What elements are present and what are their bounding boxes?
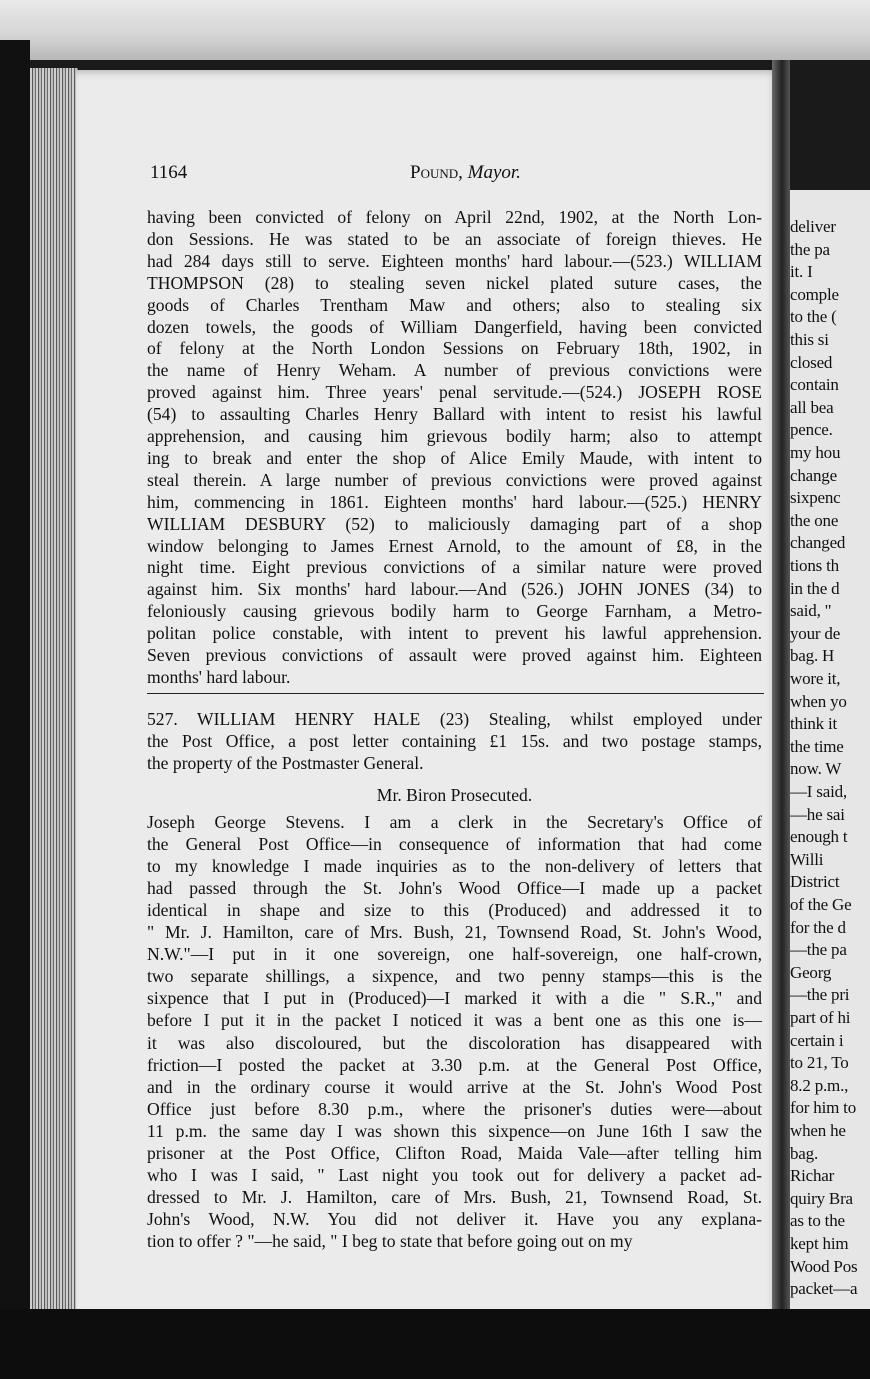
text-line: (54) to assaulting Charles Henry Ballard with intent to resist his lawful <box>147 404 762 425</box>
facing-page-line: quiry Bra <box>790 1188 853 1208</box>
facing-page-line: when he <box>790 1121 846 1140</box>
text-line: having been convicted of felony on April 22nd, 1902, at the North Lon- <box>147 207 762 227</box>
text-line: WILLIAM DESBURY (52) to maliciously damaging part of a shop <box>147 513 762 534</box>
facing-page-line: the time <box>790 736 844 756</box>
text-line: it was also discoloured, but the discoloration has disappeared with <box>147 1032 762 1053</box>
text-line: 11 p.m. the same day I was shown this sixpence—on June 16th I saw the <box>147 1120 762 1141</box>
facing-page-line: pence. <box>790 420 833 440</box>
text-line: Office just before 8.30 p.m., where the prisoner's duties were—about <box>147 1098 762 1119</box>
text-line: the General Post Office—in consequence of information that had come <box>147 834 762 855</box>
text-line: Seven previous convictions of assault were proved against him. Eighteen <box>147 645 762 665</box>
running-head <box>410 162 521 184</box>
text-line: against him. Six months' hard labour.—And (526.) JOHN JONES (34) to <box>147 579 762 600</box>
facing-page-line: Georg <box>790 962 832 982</box>
text-line: had 284 days still to serve. Eighteen months' hard labour.—(523.) WILLIAM <box>147 250 762 271</box>
facing-page-line: Wood Pos <box>790 1256 858 1276</box>
text-line: identical in shape and size to this (Produced) and addressed it to <box>147 900 762 921</box>
text-line: the property of the Postmaster General. <box>147 753 424 773</box>
facing-page-line: bag. H <box>790 646 835 666</box>
facing-page-line: wore it, <box>790 669 841 688</box>
facing-page-line: as to the <box>790 1211 845 1231</box>
facing-page-line: for the d <box>790 917 846 937</box>
text-line: don Sessions. He was stated to be an associate of foreign thieves. He <box>147 228 762 249</box>
facing-page-line: your de <box>790 623 841 643</box>
running-head-name: Pound, <box>410 162 463 183</box>
scan-left-border <box>0 40 30 1330</box>
facing-page-line: part of hi <box>790 1008 851 1027</box>
text-line: N.W."—I put in it one sovereign, one half-sovereign, one half-crown, <box>147 944 762 965</box>
facing-page-line: in the d <box>790 578 840 598</box>
text-line: " Mr. J. Hamilton, care of Mrs. Bush, 21, Townsend Road, St. John's Wood, <box>147 922 762 943</box>
facing-page-line: for him to <box>790 1098 856 1118</box>
facing-page-line: the pa <box>790 239 830 259</box>
running-head-title: Mayor. <box>467 162 521 183</box>
facing-page-line: deliver <box>790 217 836 236</box>
facing-page-line: changed <box>790 533 846 553</box>
text-line: politan police constable, with intent to prevent his lawful apprehension. <box>147 623 762 644</box>
text-line: night time. Eight previous convictions of a similar nature were proved <box>147 557 762 578</box>
facing-page-line: enough t <box>790 827 848 847</box>
facing-page-line: certain i <box>790 1030 844 1050</box>
book-gutter <box>772 60 790 1330</box>
facing-page-line: comple <box>790 284 839 304</box>
text-line: steal therein. A large number of previous convictions were proved against <box>147 469 762 490</box>
facing-page-line: tions th <box>790 556 839 575</box>
text-line: months' hard labour. <box>147 666 291 687</box>
book-page-edges <box>30 68 78 1330</box>
text-line: dozen towels, the goods of William Dangerfield, having been convicted <box>147 316 762 337</box>
text-line: and in the ordinary course it would arrive at the St. John's Wood Post <box>147 1076 762 1097</box>
scan-top-margin <box>0 0 870 60</box>
text-line: had passed through the St. John's Wood Office—I made up a packet <box>147 878 762 899</box>
text-line: window belonging to James Ernest Arnold, to the amount of £8, in the <box>147 535 762 556</box>
facing-page-line: to 21, To <box>790 1053 849 1073</box>
facing-page-line: of the Ge <box>790 895 852 914</box>
text-line: of felony at the North London Sessions on February 18th, 1902, in <box>147 338 762 359</box>
facing-page-line: when yo <box>790 691 847 711</box>
text-line: dressed to Mr. J. Hamilton, care of Mrs. Bush, 21, Townsend Road, St. <box>147 1186 762 1207</box>
facing-page-line: said, " <box>790 601 832 621</box>
facing-page-line: my hou <box>790 443 841 462</box>
text-line: apprehension, and causing him grievous bodily harm; also to attempt <box>147 426 762 446</box>
text-line: before I put it in the packet I noticed it was a bent one as this one is— <box>147 1010 762 1031</box>
text-line: 527. WILLIAM HENRY HALE (23) Stealing, whilst employed under <box>147 709 762 729</box>
facing-page-line: it. I <box>790 262 813 282</box>
text-line: feloniously causing grievous bodily harm to George Farnham, a Metro- <box>147 601 762 622</box>
text-line: who I was I said, " Last night you took out for delivery a packet ad- <box>147 1164 762 1185</box>
facing-page-line: —the pri <box>790 985 850 1005</box>
facing-page <box>790 190 870 1310</box>
facing-page-line: sixpenc <box>790 488 841 508</box>
facing-page-line: closed <box>790 352 833 372</box>
text-line: John's Wood, N.W. You did not deliver it. Have you any explana- <box>147 1208 762 1229</box>
facing-page-line: bag. <box>790 1143 818 1163</box>
text-line: to my knowledge I made inquiries as to the non-delivery of letters that <box>147 856 762 877</box>
facing-page-line: now. W <box>790 759 842 779</box>
facing-page-line: —the pa <box>790 940 847 960</box>
section-divider <box>147 693 764 694</box>
text-line: ing to break and enter the shop of Alice Emily Maude, with intent to <box>147 447 762 468</box>
facing-page-line: —I said, <box>790 782 847 801</box>
facing-page-line: contain <box>790 375 839 395</box>
text-line: proved against him. Three years' penal servitude.—(524.) JOSEPH ROSE <box>147 382 762 403</box>
page-number: 1164 <box>150 162 188 183</box>
prosecution-line: Mr. Biron Prosecuted. <box>376 785 533 805</box>
facing-page-line: District <box>790 872 840 892</box>
text-line: prisoner at the Post Office, Clifton Road, Maida Vale—after telling him <box>147 1142 762 1163</box>
text-line: the Post Office, a post letter containing £1 15s. and two postage stamps, <box>147 731 762 751</box>
text-line: sixpence that I put in (Produced)—I marked it with a die " S.R.," and <box>147 988 762 1009</box>
facing-page-line: Willi <box>790 849 824 869</box>
scan-bottom-border <box>0 1309 870 1379</box>
text-line: the name of Henry Weham. A number of previous convictions were <box>147 360 762 381</box>
facing-page-line: this si <box>790 330 829 349</box>
page-header <box>150 162 770 186</box>
facing-page-line: think it <box>790 714 838 734</box>
text-line: him, commencing in 1861. Eighteen months' hard labour.—(525.) HENRY <box>147 491 762 512</box>
text-line: goods of Charles Trentham Maw and others; also to stealing six <box>147 294 762 315</box>
text-line: tion to offer ? "—he said, " I beg to state that before going out on my <box>147 1230 633 1251</box>
facing-page-line: the one <box>790 510 839 530</box>
facing-page-line: kept him <box>790 1234 849 1253</box>
text-line: Joseph George Stevens. I am a clerk in the Secretary's Office of <box>147 812 762 832</box>
facing-page-line: change <box>790 465 837 485</box>
facing-page-line: packet—a <box>790 1279 858 1299</box>
text-line: THOMPSON (28) to stealing seven nickel plated suture cases, the <box>147 272 762 293</box>
facing-page-line: 8.2 p.m., <box>790 1075 849 1095</box>
facing-page-line: all bea <box>790 397 834 417</box>
text-line: two separate shillings, a sixpence, and two penny stamps—this is the <box>147 966 762 987</box>
text-line: friction—I posted the packet at 3.30 p.m. at the General Post Office, <box>147 1054 762 1075</box>
facing-page-line: Richar <box>790 1166 835 1186</box>
facing-page-line: to the ( <box>790 307 837 327</box>
facing-page-line: —he sai <box>790 804 845 824</box>
